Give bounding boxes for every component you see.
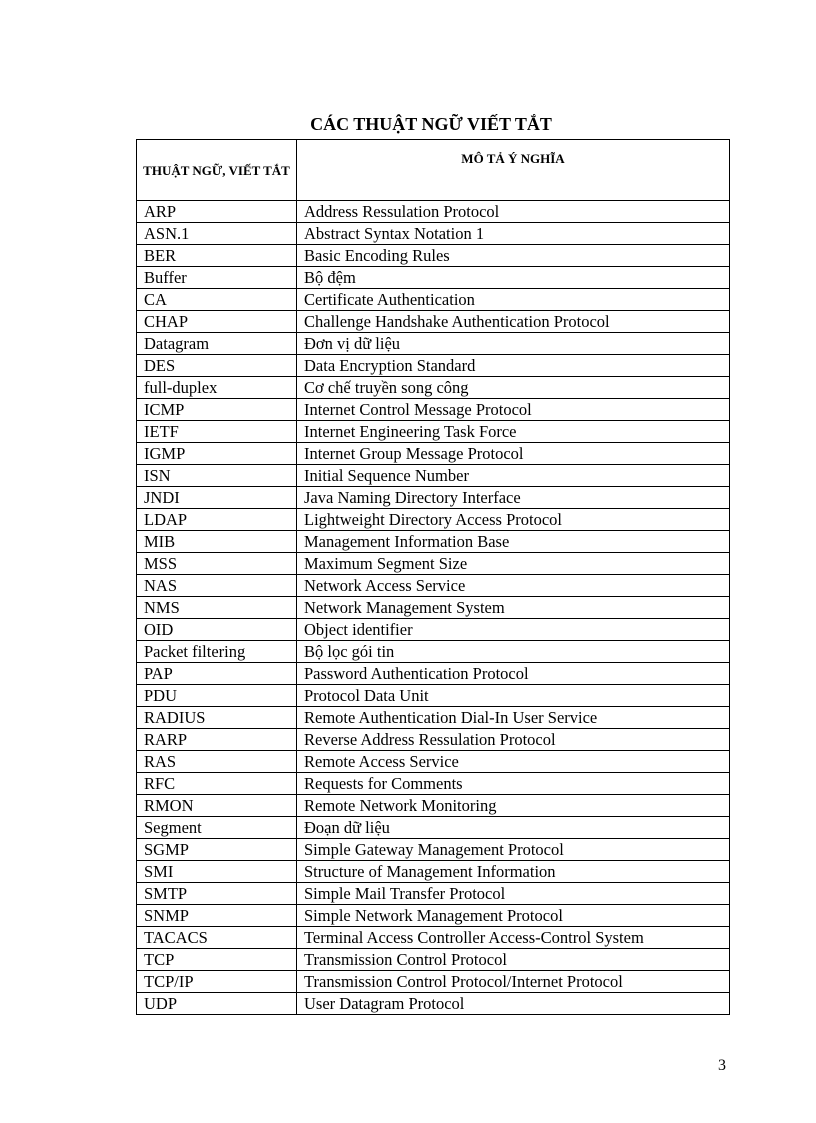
description-cell: Simple Mail Transfer Protocol <box>297 883 730 905</box>
description-cell: Certificate Authentication <box>297 289 730 311</box>
abbreviations-table <box>136 139 730 1015</box>
term-cell: SMTP <box>137 883 297 905</box>
description-cell: Java Naming Directory Interface <box>297 487 730 509</box>
description-cell: Remote Access Service <box>297 751 730 773</box>
description-cell: Remote Network Monitoring <box>297 795 730 817</box>
table-row <box>137 707 730 729</box>
description-cell: Network Access Service <box>297 575 730 597</box>
description-cell: Address Ressulation Protocol <box>297 201 730 223</box>
description-cell: Basic Encoding Rules <box>297 245 730 267</box>
term-cell: ISN <box>137 465 297 487</box>
term-cell: RFC <box>137 773 297 795</box>
description-cell: Challenge Handshake Authentication Protocol <box>297 311 730 333</box>
term-cell: RARP <box>137 729 297 751</box>
term-cell: Segment <box>137 817 297 839</box>
term-cell: LDAP <box>137 509 297 531</box>
description-cell: Bộ đệm <box>297 267 730 289</box>
term-cell: SNMP <box>137 905 297 927</box>
description-cell: Requests for Comments <box>297 773 730 795</box>
table-row <box>137 663 730 685</box>
term-cell: CA <box>137 289 297 311</box>
term-cell: MSS <box>137 553 297 575</box>
description-cell: Internet Group Message Protocol <box>297 443 730 465</box>
table-row <box>137 861 730 883</box>
term-cell: ICMP <box>137 399 297 421</box>
table-row <box>137 245 730 267</box>
table-row <box>137 443 730 465</box>
term-cell: OID <box>137 619 297 641</box>
term-cell: JNDI <box>137 487 297 509</box>
description-cell: Abstract Syntax Notation 1 <box>297 223 730 245</box>
table-row <box>137 377 730 399</box>
table-row <box>137 905 730 927</box>
description-cell: Simple Gateway Management Protocol <box>297 839 730 861</box>
table-row <box>137 465 730 487</box>
table-row <box>137 399 730 421</box>
term-cell: NMS <box>137 597 297 619</box>
table-row <box>137 531 730 553</box>
description-cell: User Datagram Protocol <box>297 993 730 1015</box>
term-cell: PAP <box>137 663 297 685</box>
term-cell: IETF <box>137 421 297 443</box>
term-cell: NAS <box>137 575 297 597</box>
description-cell: Protocol Data Unit <box>297 685 730 707</box>
table-row <box>137 509 730 531</box>
table-row <box>137 751 730 773</box>
term-cell: SMI <box>137 861 297 883</box>
header-term: THUẬT NGỮ, VIẾT TẮT <box>137 140 297 201</box>
description-cell: Bộ lọc gói tin <box>297 641 730 663</box>
description-cell: Transmission Control Protocol/Internet Protocol <box>297 971 730 993</box>
page-number: 3 <box>718 1057 726 1074</box>
page-title: CÁC THUẬT NGỮ VIẾT TẮT <box>310 114 552 134</box>
term-cell: TCP <box>137 949 297 971</box>
term-cell: ASN.1 <box>137 223 297 245</box>
table-row <box>137 355 730 377</box>
term-cell: DES <box>137 355 297 377</box>
description-cell: Đoạn dữ liệu <box>297 817 730 839</box>
table-row <box>137 839 730 861</box>
term-cell: PDU <box>137 685 297 707</box>
description-cell: Cơ chế truyền song công <box>297 377 730 399</box>
description-cell: Initial Sequence Number <box>297 465 730 487</box>
description-cell: Terminal Access Controller Access-Control System <box>297 927 730 949</box>
table-row <box>137 201 730 223</box>
description-cell: Đơn vị dữ liệu <box>297 333 730 355</box>
table-row <box>137 333 730 355</box>
table-row <box>137 729 730 751</box>
term-cell: MIB <box>137 531 297 553</box>
table-row <box>137 267 730 289</box>
table-row <box>137 289 730 311</box>
table-row <box>137 619 730 641</box>
table-row <box>137 641 730 663</box>
term-cell: RAS <box>137 751 297 773</box>
table-row <box>137 795 730 817</box>
description-cell: Internet Engineering Task Force <box>297 421 730 443</box>
table-header-row <box>137 140 730 201</box>
table-row <box>137 421 730 443</box>
description-cell: Password Authentication Protocol <box>297 663 730 685</box>
term-cell: TCP/IP <box>137 971 297 993</box>
description-cell: Management Information Base <box>297 531 730 553</box>
table-row <box>137 927 730 949</box>
description-cell: Network Management System <box>297 597 730 619</box>
table-row <box>137 685 730 707</box>
table-row <box>137 223 730 245</box>
table-body <box>137 201 730 1015</box>
description-cell: Data Encryption Standard <box>297 355 730 377</box>
term-cell: RADIUS <box>137 707 297 729</box>
table-row <box>137 883 730 905</box>
table-row <box>137 949 730 971</box>
table-row <box>137 971 730 993</box>
table-row <box>137 773 730 795</box>
table-row <box>137 817 730 839</box>
description-cell: Remote Authentication Dial-In User Service <box>297 707 730 729</box>
description-cell: Simple Network Management Protocol <box>297 905 730 927</box>
term-cell: Packet filtering <box>137 641 297 663</box>
term-cell: Buffer <box>137 267 297 289</box>
description-cell: Transmission Control Protocol <box>297 949 730 971</box>
term-cell: RMON <box>137 795 297 817</box>
description-cell: Reverse Address Ressulation Protocol <box>297 729 730 751</box>
description-cell: Maximum Segment Size <box>297 553 730 575</box>
description-cell: Object identifier <box>297 619 730 641</box>
term-cell: ARP <box>137 201 297 223</box>
term-cell: full-duplex <box>137 377 297 399</box>
term-cell: BER <box>137 245 297 267</box>
description-cell: Structure of Management Information <box>297 861 730 883</box>
table-row <box>137 311 730 333</box>
table-row <box>137 597 730 619</box>
description-cell: Internet Control Message Protocol <box>297 399 730 421</box>
term-cell: SGMP <box>137 839 297 861</box>
header-description: MÔ TẢ Ý NGHĨA <box>297 140 730 201</box>
term-cell: Datagram <box>137 333 297 355</box>
table-row <box>137 993 730 1015</box>
term-cell: TACACS <box>137 927 297 949</box>
term-cell: CHAP <box>137 311 297 333</box>
term-cell: IGMP <box>137 443 297 465</box>
description-cell: Lightweight Directory Access Protocol <box>297 509 730 531</box>
table-row <box>137 487 730 509</box>
table-row <box>137 553 730 575</box>
table-row <box>137 575 730 597</box>
term-cell: UDP <box>137 993 297 1015</box>
